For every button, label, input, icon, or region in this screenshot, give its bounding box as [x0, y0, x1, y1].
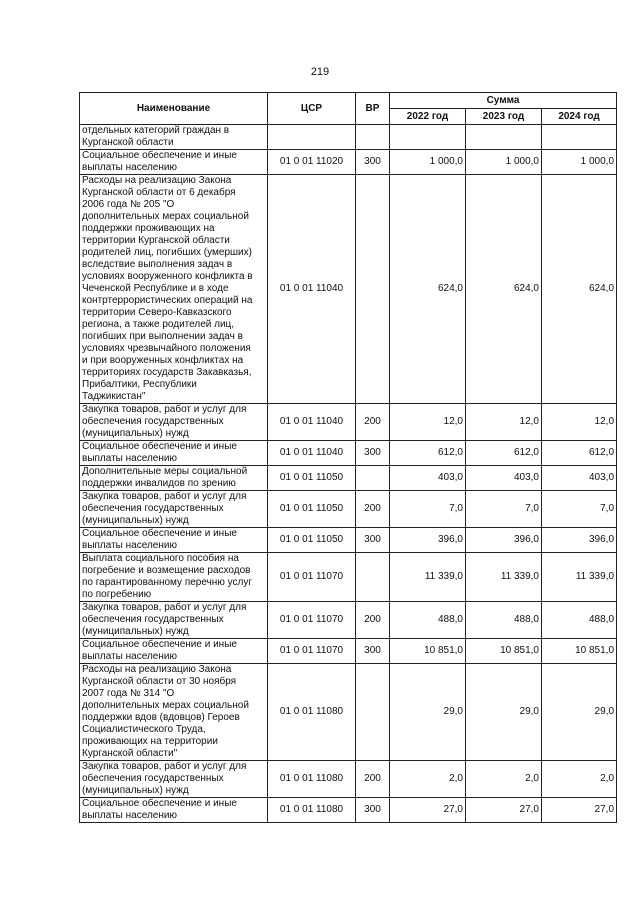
row-sum-2024-cell: 624,0: [542, 175, 617, 404]
table-header: [80, 93, 617, 125]
row-sum-2023-cell: 29,0: [466, 664, 542, 761]
row-name-cell: Выплата социального пособия на погребение и возмещение расходов по гарантированному перечню услуг по погребению: [80, 553, 268, 602]
row-csr-cell: 01 0 01 11040: [268, 404, 356, 441]
row-csr-cell: 01 0 01 11050: [268, 528, 356, 553]
row-name-cell: Социальное обеспечение и иные выплаты населению: [80, 639, 268, 664]
table-row: [80, 466, 617, 491]
row-sum-2024-cell: 2,0: [542, 761, 617, 798]
row-sum-2023-cell: 7,0: [466, 491, 542, 528]
row-csr-cell: 01 0 01 11040: [268, 175, 356, 404]
row-vr-cell: [356, 664, 390, 761]
row-sum-2023-cell: 27,0: [466, 798, 542, 823]
table-row: [80, 441, 617, 466]
row-sum-2022-cell: 396,0: [390, 528, 466, 553]
row-vr-cell: [356, 125, 390, 150]
header-year-2024: 2024 год: [542, 109, 617, 125]
header-vr: ВР: [356, 93, 390, 125]
row-sum-2022-cell: 7,0: [390, 491, 466, 528]
row-csr-cell: [268, 125, 356, 150]
row-vr-cell: 300: [356, 798, 390, 823]
header-csr: ЦСР: [268, 93, 356, 125]
row-sum-2022-cell: 29,0: [390, 664, 466, 761]
table-row: [80, 175, 617, 404]
row-sum-2022-cell: 612,0: [390, 441, 466, 466]
row-name-cell: Закупка товаров, работ и услуг для обеспечения государственных (муниципальных) нужд: [80, 404, 268, 441]
row-sum-2022-cell: [390, 125, 466, 150]
row-name-cell: Социальное обеспечение и иные выплаты населению: [80, 441, 268, 466]
header-sum: Сумма: [390, 93, 617, 109]
row-name-cell: Социальное обеспечение и иные выплаты населению: [80, 528, 268, 553]
row-name-cell: Расходы на реализацию Закона Курганской области от 30 ноября 2007 года № 314 "О дополнительных мерах социальной поддержки вдов (вдовцов) Героев Социалистического Труда, проживающих на территории Курганской области": [80, 664, 268, 761]
row-csr-cell: 01 0 01 11070: [268, 553, 356, 602]
row-vr-cell: 200: [356, 602, 390, 639]
row-sum-2022-cell: 27,0: [390, 798, 466, 823]
row-sum-2023-cell: 2,0: [466, 761, 542, 798]
row-sum-2024-cell: 403,0: [542, 466, 617, 491]
row-csr-cell: 01 0 01 11050: [268, 491, 356, 528]
table-row: [80, 491, 617, 528]
row-sum-2024-cell: [542, 125, 617, 150]
row-sum-2023-cell: 624,0: [466, 175, 542, 404]
row-sum-2024-cell: 11 339,0: [542, 553, 617, 602]
row-sum-2023-cell: 612,0: [466, 441, 542, 466]
row-csr-cell: 01 0 01 11050: [268, 466, 356, 491]
row-name-cell: Расходы на реализацию Закона Курганской области от 6 декабря 2006 года № 205 "О дополнительных мерах социальной поддержки проживающих на территории Курганской области родителей лиц, погибших (умерших) вследствие выполнения задач в условиях вооруженного конфликта в Чеченской Республике и в ходе контртеррористических операций на территории Северо-Кавказского региона, а также родителей лиц, погибших при выполнении задач в условиях чрезвычайного положения и при вооруженных конфликтах на территориях государств Закавказья, Прибалтики, Республики Таджикистан": [80, 175, 268, 404]
page-number: 219: [310, 66, 330, 78]
row-sum-2022-cell: 11 339,0: [390, 553, 466, 602]
row-name-cell: Социальное обеспечение и иные выплаты населению: [80, 798, 268, 823]
row-sum-2024-cell: 27,0: [542, 798, 617, 823]
row-sum-2024-cell: 488,0: [542, 602, 617, 639]
row-sum-2024-cell: 10 851,0: [542, 639, 617, 664]
row-sum-2024-cell: 12,0: [542, 404, 617, 441]
row-vr-cell: 200: [356, 404, 390, 441]
row-vr-cell: 200: [356, 491, 390, 528]
row-csr-cell: 01 0 01 11080: [268, 761, 356, 798]
row-sum-2022-cell: 1 000,0: [390, 150, 466, 175]
row-csr-cell: 01 0 01 11070: [268, 602, 356, 639]
row-name-cell: Дополнительные меры социальной поддержки инвалидов по зрению: [80, 466, 268, 491]
row-csr-cell: 01 0 01 11080: [268, 798, 356, 823]
header-year-2022: 2022 год: [390, 109, 466, 125]
table-row: [80, 761, 617, 798]
row-csr-cell: 01 0 01 11020: [268, 150, 356, 175]
row-sum-2023-cell: 10 851,0: [466, 639, 542, 664]
row-sum-2022-cell: 12,0: [390, 404, 466, 441]
row-csr-cell: 01 0 01 11070: [268, 639, 356, 664]
row-name-cell: Закупка товаров, работ и услуг для обеспечения государственных (муниципальных) нужд: [80, 761, 268, 798]
row-sum-2022-cell: 488,0: [390, 602, 466, 639]
row-sum-2023-cell: 12,0: [466, 404, 542, 441]
row-vr-cell: 300: [356, 150, 390, 175]
table-row: [80, 553, 617, 602]
table-row: [80, 528, 617, 553]
table-row: [80, 639, 617, 664]
row-sum-2023-cell: 11 339,0: [466, 553, 542, 602]
header-year-2023: 2023 год: [466, 109, 542, 125]
row-sum-2023-cell: 488,0: [466, 602, 542, 639]
row-sum-2023-cell: [466, 125, 542, 150]
table-row: [80, 150, 617, 175]
row-sum-2024-cell: 29,0: [542, 664, 617, 761]
header-name: Наименование: [80, 93, 268, 125]
row-name-cell: Закупка товаров, работ и услуг для обеспечения государственных (муниципальных) нужд: [80, 602, 268, 639]
budget-table: [79, 92, 617, 823]
row-csr-cell: 01 0 01 11080: [268, 664, 356, 761]
row-vr-cell: [356, 466, 390, 491]
row-sum-2024-cell: 1 000,0: [542, 150, 617, 175]
table-body: [80, 125, 617, 823]
row-sum-2022-cell: 10 851,0: [390, 639, 466, 664]
row-vr-cell: 300: [356, 528, 390, 553]
row-name-cell: отдельных категорий граждан в Курганской области: [80, 125, 268, 150]
row-vr-cell: 200: [356, 761, 390, 798]
row-sum-2024-cell: 396,0: [542, 528, 617, 553]
row-vr-cell: 300: [356, 639, 390, 664]
row-csr-cell: 01 0 01 11040: [268, 441, 356, 466]
row-sum-2024-cell: 7,0: [542, 491, 617, 528]
row-name-cell: Закупка товаров, работ и услуг для обеспечения государственных (муниципальных) нужд: [80, 491, 268, 528]
row-sum-2023-cell: 1 000,0: [466, 150, 542, 175]
table-row: [80, 125, 617, 150]
row-sum-2022-cell: 2,0: [390, 761, 466, 798]
row-vr-cell: [356, 553, 390, 602]
table-row: [80, 798, 617, 823]
row-vr-cell: [356, 175, 390, 404]
row-name-cell: Социальное обеспечение и иные выплаты населению: [80, 150, 268, 175]
row-sum-2022-cell: 624,0: [390, 175, 466, 404]
row-sum-2022-cell: 403,0: [390, 466, 466, 491]
row-sum-2023-cell: 403,0: [466, 466, 542, 491]
row-vr-cell: 300: [356, 441, 390, 466]
table-row: [80, 664, 617, 761]
table-row: [80, 602, 617, 639]
table-row: [80, 404, 617, 441]
row-sum-2024-cell: 612,0: [542, 441, 617, 466]
row-sum-2023-cell: 396,0: [466, 528, 542, 553]
